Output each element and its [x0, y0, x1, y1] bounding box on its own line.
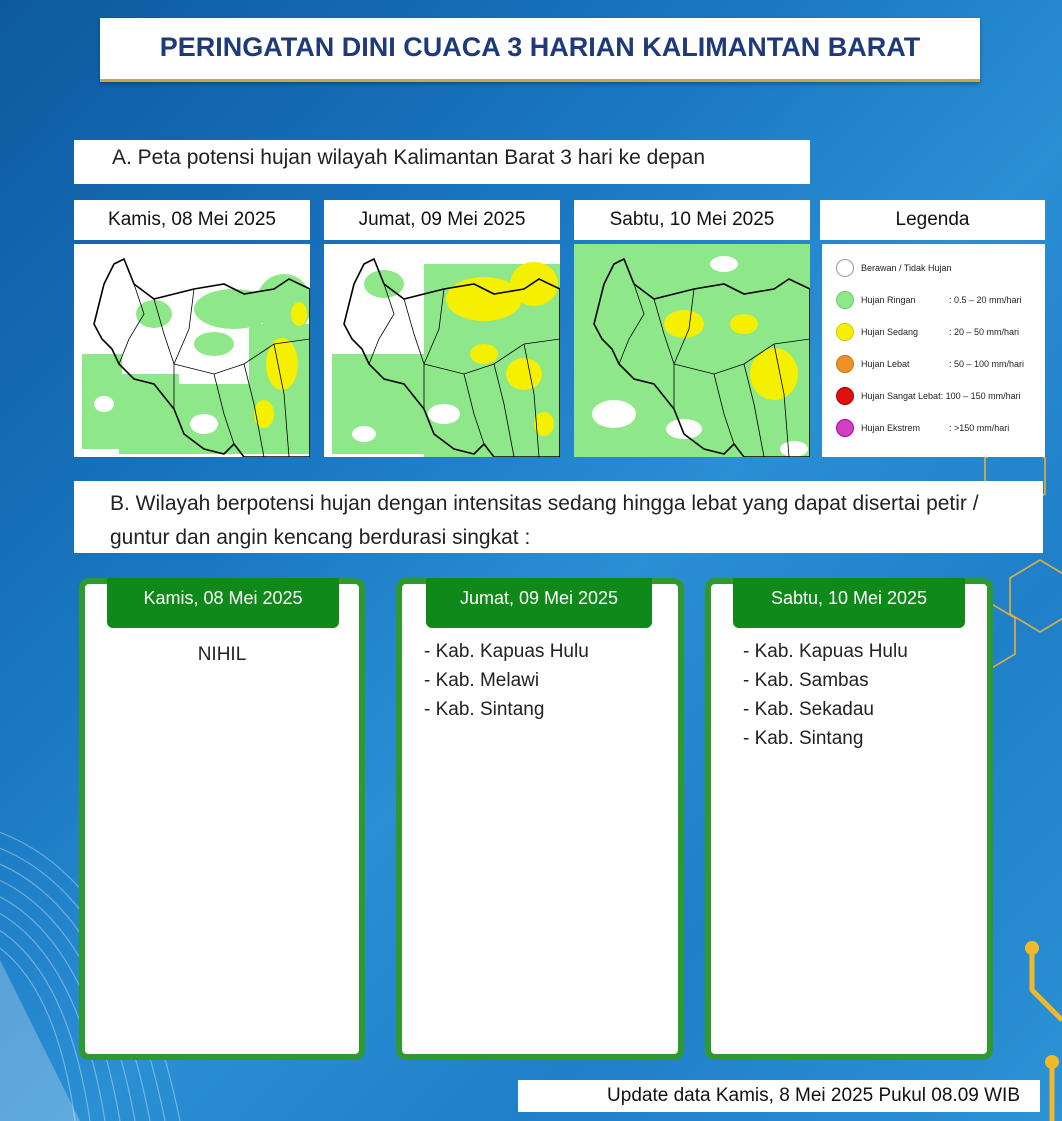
update-timestamp: Update data Kamis, 8 Mei 2025 Pukul 08.09 WIB [607, 1085, 1020, 1106]
update-footer [518, 1080, 1040, 1112]
legend-swatch [836, 387, 854, 405]
map-day-label: Sabtu, 10 Mei 2025 [609, 209, 775, 230]
legend-swatch [836, 355, 854, 373]
legend-panel [822, 244, 1045, 457]
card-region-list [743, 637, 908, 753]
legend-item [836, 418, 1009, 438]
card-region-list [85, 640, 359, 669]
map-day-header-2 [324, 200, 560, 240]
legend-range: : 100 – 150 mm/hari [940, 391, 1021, 401]
card-region-list [424, 637, 589, 724]
legend-range: : 20 – 50 mm/hari [949, 327, 1020, 337]
title-banner [100, 18, 980, 82]
card-day-header: Jumat, 09 Mei 2025 [426, 578, 652, 628]
section-a-heading [74, 140, 810, 184]
warning-card-day-2 [396, 578, 684, 1060]
legend-range: : 0.5 – 20 mm/hari [949, 295, 1022, 305]
legend-label: Berawan / Tidak Hujan [861, 263, 952, 273]
list-item: - Kab. Melawi [424, 670, 540, 691]
list-item: - Kab. Sekadau [743, 699, 874, 720]
warning-card-day-3 [705, 578, 993, 1060]
page-title: PERINGATAN DINI CUACA 3 HARIAN KALIMANTAN BARAT [159, 32, 921, 62]
legend-swatch [836, 259, 854, 277]
legend-item [836, 354, 1024, 374]
legend-range: : >150 mm/hari [949, 423, 1010, 433]
legend-header [820, 200, 1045, 240]
rain-map-day-1 [74, 244, 310, 457]
list-item: NIHIL [197, 644, 247, 665]
legend-swatch [836, 291, 854, 309]
legend-item [836, 386, 1021, 406]
section-b-heading [74, 481, 1043, 553]
list-item: - Kab. Kapuas Hulu [424, 641, 589, 662]
legend-swatch [836, 323, 854, 341]
card-day-header: Kamis, 08 Mei 2025 [107, 578, 339, 628]
list-item: - Kab. Sintang [743, 728, 864, 749]
warning-card-day-1 [79, 578, 365, 1060]
section-b-title: B. Wilayah berpotensi hujan dengan intensitas sedang hingga lebat yang dapat disertai petir / guntur dan angin kencang berdurasi singkat : [110, 492, 979, 549]
legend-label: Hujan Ekstrem [861, 423, 921, 433]
rain-map-day-2 [324, 244, 560, 457]
rain-map-day-3 [574, 244, 810, 457]
map-day-header-1 [74, 200, 310, 240]
section-a-title: A. Peta potensi hujan wilayah Kalimantan Barat 3 hari ke depan [112, 146, 706, 169]
legend-range: : 50 – 100 mm/hari [949, 359, 1025, 369]
list-item: - Kab. Kapuas Hulu [743, 641, 908, 662]
legend-item [836, 258, 952, 278]
legend-item [836, 322, 1019, 342]
legend-label: Hujan Ringan [861, 295, 916, 305]
legend-swatch [836, 419, 854, 437]
map-day-label: Kamis, 08 Mei 2025 [108, 209, 276, 230]
legend-label: Hujan Lebat [861, 359, 910, 369]
map-day-label: Jumat, 09 Mei 2025 [358, 209, 526, 230]
legend-label: Hujan Sangat Lebat [861, 391, 941, 401]
legend-title: Legenda [895, 209, 970, 230]
list-item: - Kab. Sintang [424, 699, 545, 720]
list-item: - Kab. Sambas [743, 670, 869, 691]
card-day-header: Sabtu, 10 Mei 2025 [733, 578, 965, 628]
legend-label: Hujan Sedang [861, 327, 919, 337]
map-day-header-3 [574, 200, 810, 240]
legend-item [836, 290, 1022, 310]
